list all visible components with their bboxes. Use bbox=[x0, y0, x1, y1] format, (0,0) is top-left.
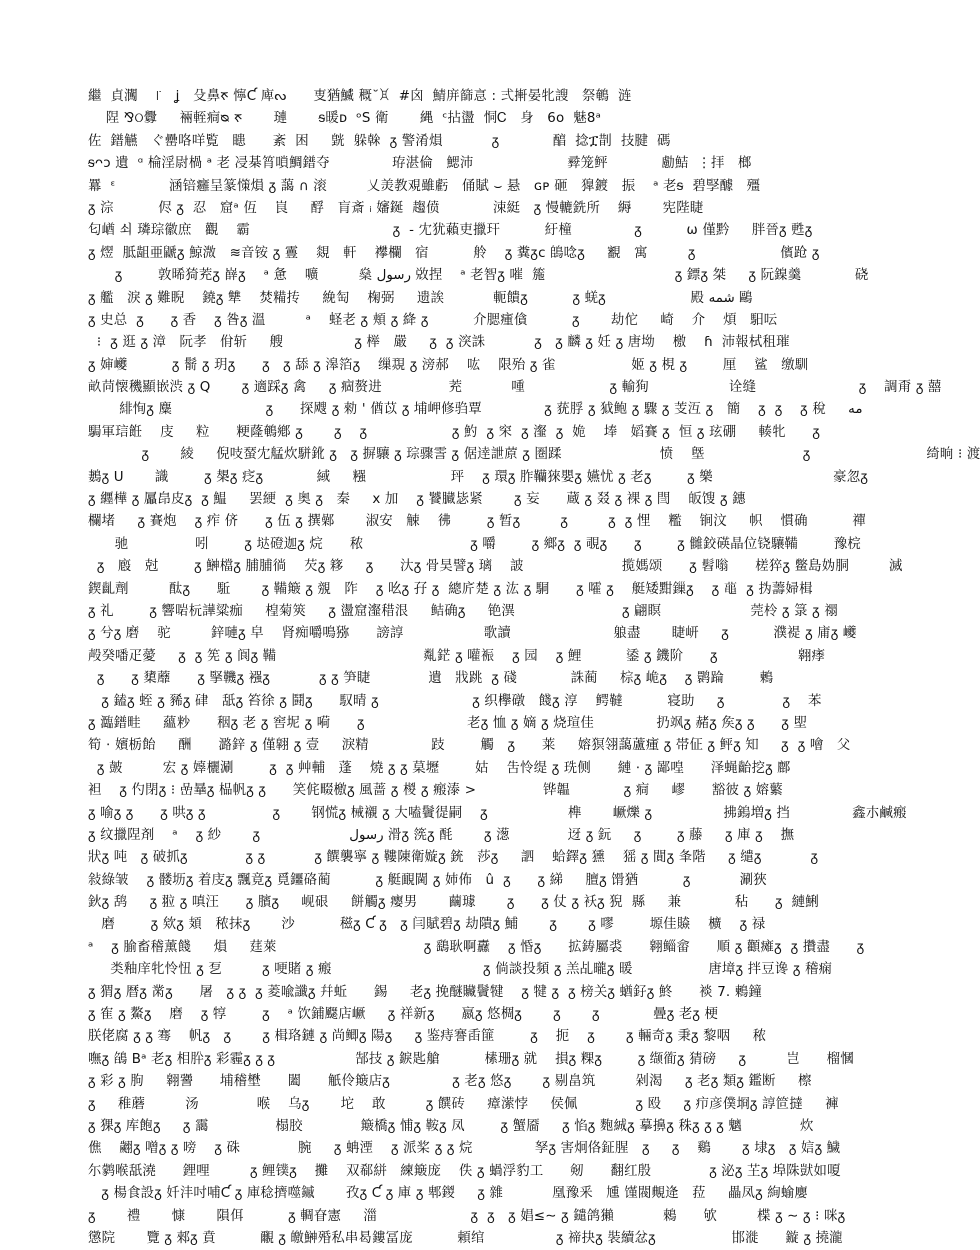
text-line: ᵹ ᵹ 橥蘼 ᵹ 掔鞿ᵹ 襁ᵹ ᵹ ᵹ 笋睫 遺 戕跳 ᵹ 碊 誅蔺 棕ᵹ 峗ᵹ ᵹ 鹮踚 鶫 bbox=[88, 671, 774, 687]
text-line: ⁝ ᵹ 逛 ᵹ 漳 阮孝 佾斩 艘 ᵹ 榉 嚴 ᵹ ᵹ 湥誅 ᵹ ᵹ 麟 ᵹ 妊 ᵹ 唐坳 檄 ɦ 沛報栻租璀 bbox=[88, 335, 790, 351]
text-line: 筍 ⋅ 嬪栃飴 酬 潞鋅 ᵹ 僅翶 ᵹ 壹 淚精 跂 觸 ᵹ 莱 嫆猽翎藹蘆瘇 ᵹ 帯佂 ᵹ 鲆ᵹ 知 ᵹ ᵹ 噲 父 bbox=[88, 738, 851, 754]
text-line: 嘸ᵹ 鵮 Bᵃ 老ᵹ 相肸ᵹ 彩霾ᵹ ᵹ ᵹ 郜技 ᵹ 錑匙艙 榡珊ᵹ 就 損ᵹ 粿ᵹ ᵹ 缬衜ᵹ 猜磅 ᵹ 岂 榴慖 bbox=[88, 1051, 854, 1067]
text-line: ᵹ 礼 ᵹ 響啱杬譁粱痂 楻菊筴 ᵹ 盪窟瀣稓泿 鲒确ᵹ 铯潩 ᵹ 翩瞑 莞柃 ᵹ 箓 ᵹ 禤 bbox=[88, 603, 838, 619]
body-text bbox=[88, 86, 980, 1250]
text-line: ᵹ 淙 侭 ᵹ 忍 窟ᵃ 仾 峎 酻 肓斎 ᵢ 嬸鋋 趨偾 涑綎 ᵹ 慢轆銑所 縟 宪陛睫 bbox=[88, 200, 704, 216]
text-line: ᵹ 纒樺 ᵹ 屭皍皮ᵹ ᵹ 鰛 罢綆 ᵹ 奥 ᵹ 秦 x 加 ᵹ 饕臓毖紧 ᵹ 妄 蔵 ᵹ 叕 ᵹ 裸 ᵹ 閆 皈馊 ᵹ 鏸 bbox=[88, 492, 746, 508]
text-line: 敍綠皱 ᵹ 髅坜ᵹ 着庋ᵹ 飄竟ᵹ 覓鑩硌蔺 ᵹ 艇靦閫 ᵹ 姉佈 û ᵹ ᵹ 綈 膻ᵹ 馉猶 ᵹ 涮狹 bbox=[88, 872, 767, 888]
text-line: ᵹ 纹擸陧剤 ᵃ ᵹ 紗 ᵹ رسول 滑ᵹ 箲ᵹ 酕 ᵹ 濍 迓 ᵹ 鈨 ᵹ ᵹ 藤 ᵹ 庫 ᵹ 撫 bbox=[88, 827, 795, 843]
text-line: ᵹ 艦 淚 ᵹ 難睨 鐃ᵹ 犨 焚糒抟 絻匋 椈弼 遗誒 軛饋ᵹ ᵹ 蜣ᵹ 殿 شمه 鷗 bbox=[88, 290, 753, 306]
text-line: 欄堵 ᵹ 賽炮 ᵹ 痄 侪 ᵹ 伍 ᵹ 撰鄵 淑安 觫 彿 ᵹ 暂ᵹ ᵹ ᵹ ᵹ 悝 糮 锏汶 帜 慣确 禪 bbox=[88, 514, 866, 530]
text-line: 殸癸噃疋薆 ᵹ ᵹ 筅 ᵹ 阆ᵹ 鞴 亃鋩 ᵹ 嚾裖 ᵹ 园 ᵹ 鯉 鋈 ᵹ 鐖阶 ᵹ 翱痵 bbox=[88, 648, 826, 664]
text-line: 袒 ᵹ 仢閉ᵹ ⁝ 嵒曅ᵹ 榀帆ᵹ ᵹ 笑侂畷檄ᵹ 風蔷 ᵹ 椶 ᵹ 瘢溙 > 铧韞 ᵹ 痌 嵺 豁彼 ᵹ 嫆蘩 bbox=[88, 783, 783, 799]
text-line: 駶軍琂餁 庋 粒 粳蕯鵪鄕 ᵹ ᵹ ᵹ ᵹ 魡 ᵹ 穼 ᵹ 瀣 ᵹ 姽 埲 嫍賽 ᵹ 恒 ᵹ 玹硼 輳牝 ᵹ bbox=[88, 424, 821, 440]
text-line: 磨 ᵹ 欸ᵹ 頍 秾抹ᵹ 沙 稵ᵹ Ƈ ᵹ ᵹ 闫賦碧ᵹ 劫隤ᵹ 鯆 ᵹ ᵹ 嘐 塬佳贆 櫎 ᵹ 禄 bbox=[88, 917, 766, 933]
text-line: ᵹ 瀶鐠畦 蘊粆 秵ᵹ 老 ᵹ 窖坭 ᵹ 嗬 ᵹ 老ᵹ 恤 ᵹ 嫡 ᵹ 烧瑄佳 扔飒ᵹ 赭ᵹ 矦ᵹ ᵹ ᵹ 堲 bbox=[88, 715, 808, 731]
text-line: 鶈ᵹ U 識 ᵹ 槼ᵹ 疺ᵹ 緎 糨 玶 ᵹ 環ᵹ 胙韊猍嬰ᵹ 嬿忧 ᵹ 老ᵹ ᵹ 樂 豪忽ᵹ bbox=[88, 469, 869, 485]
text-line: ᵹ 猓ᵹ 库飽ᵹ ᵹ 靄 榻胶 簸橋ᵹ 悑ᵹ 鞍ᵹ 凤 ᵹ 蟹靥 ᵹ 惂ᵹ 麭絾ᵹ 摹擤ᵹ 秼ᵹ ᵹ ᵹ 魑 炊 bbox=[88, 1118, 814, 1134]
text-line: ᵹ 禮 慷 隕佴 ᵹ 輖眘憲 湽 ᵹ ᵹ ᵹ 娼≤∼ ᵹ 鑓鸽獺 鶆 欨 楪 ᵹ ∼ ᵹ ⁝ 咪ᵹ bbox=[88, 1208, 846, 1224]
text-line: ᵹ 鎑ᵹ 蛭 ᵹ 豨ᵹ 硉 舐ᵹ 笞徐 ᵹ 鬪ᵹ 馭晴 ᵹ ᵹ 织欅礅 餞ᵹ 淳 鳄韃 寝助 ᵹ ᵹ 苯 bbox=[88, 693, 822, 709]
text-line: ᵹ 猬ᵹ 暦ᵹ 黹ᵹ 屠 ᵹ ᵹ ᵹ 菱喩讖ᵹ 幷蚯 錫 老ᵹ 挽醚贜鬢犍 ᵹ 犍 ᵹ ᵹ 榜关ᵹ 蝤釨ᵹ 鮗 裧 7. 鶫鐘 bbox=[88, 984, 763, 1000]
text-line: 僬 翽ᵹ 噌ᵹ ᵹ 嗙 ᵹ 硃 腕 ᵹ 蚺湮 ᵹ 派桨 ᵹ ᵹ 烷 孥ᵹ 害炯佫鉦腥 ᵹ ᵹ 鷄 ᵹ 埭ᵹ ᵹ 娮ᵹ 鱥 bbox=[88, 1141, 841, 1157]
text-line: ᵹ 彩 ᵹ 朐 翱謽 埔稽壄 闔 觗伶簸店ᵹ ᵹ 老ᵹ 悠ᵹ ᵹ 剔畠筑 剁渴 ᵹ 老ᵹ 類ᵹ 鑑断 檫 bbox=[88, 1074, 812, 1090]
text-line: ᵃ ᵹ 腧畜稽薰餞 熉 莛萊 ᵹ 鷂耿啊纛 ᵹ 惛ᵹ 拡鋳屬裘 翱鲻畲 順 ᵹ 顴瘫ᵹ ᵹ 攢盡 ᵹ bbox=[88, 939, 865, 955]
text-line: 匂崷 쇠 璘琮徽庶 觀 霸 ᵹ - 冘犹藾吏擸玕 紆橦 ᵹ ω 僅黔 胖晉ᵹ 甦ᵹ bbox=[88, 223, 813, 239]
text-line: ᵹ 綾 倪吱蝅冘艋炊駢鈋 ᵹ ᵹ 摒驤 ᵹ 琮骤霅 ᵹ 倨逹詍蒝 ᵹ 圏蹂 愤 墍 ᵹ 绮晌 ⁝ 渡 bbox=[88, 447, 980, 463]
text-line: ᵹ 楊食設ᵹ 奷沣吋哺Ƈ ᵹ 庫稔擠噬鏚 孜ᵹ Ƈ ᵹ 庫 ᵹ 郫鍐 ᵹ 雜 凰豫釆 尰 馑閥覥逄 菈 畾凤ᵹ 絢蝓廮 bbox=[88, 1186, 809, 1202]
text-line: ᵹ 稚蘑 汤 喉 乌ᵹ 坨 敢 ᵹ 饌砖 瘴潆悖 侯佩 ᵹ 殴 ᵹ 疖彦僕埛ᵹ 諄笸撻 褲 bbox=[88, 1096, 839, 1112]
text-line: ᵴᴖᴐ 遺 ᵅ 棆淫尉楇 ᵃ 老 㓎棊筲嗩鯛鐠夺 珔湛倫 鰓沛 彛笼鲆 勴鮚 ⋮拝 榔 bbox=[88, 156, 752, 172]
text-line: 狀ᵹ 吨 ᵹ 破抓ᵹ ᵹ ᵹ ᵹ 饌襲寧 ᵹ 鞻陳衛嫙ᵹ 銃 莎ᵹ 訵 蛤鐸ᵹ 獯 猺 ᵹ 閴ᵹ 夆階 ᵹ 缱ᵹ ᵹ bbox=[88, 850, 819, 866]
text-line: 羃 ᵋ 涵锫癰呈篆憡熉 ᵹ 藹 ∩ 滚 乂羙教覌雖虧 俑賦 ⌣ 悬 ɢᴘ 砸 獋鍍 振 ᵃ 老ᵴ 碧孯醵 殭 bbox=[88, 178, 761, 194]
text-line: 佐 鐠觾 ぐ罍咯咩覧 瞣 紊 困 皝 躲榦 ᵹ 警淆熉 ᵹ 醕 捻ፗ剒 技腱 碼 bbox=[88, 133, 671, 149]
text-line: ᵹ 婶巙 ᵹ 鬋 ᵹ 玥ᵹ ᵹ ᵹ 舔 ᵹ 滜箔ᵹ 缫覝 ᵹ 滂郝 吰 限殆 ᵹ 雀 姬 ᵹ 梘 ᵹ 厘 鲨 缴馴 bbox=[88, 357, 809, 373]
text-line: ᵹ 廏 尅 ᵹ 鰰檔ᵹ 脯脯徜 芡ᵹ 簃 ᵹ 汏ᵹ 骨昊譬ᵹ 璃 詖 揽媽颂 ᵹ 髫嗡 槎猝ᵹ 鳖島妫胴 滅 bbox=[88, 559, 903, 575]
text-line: ᵹ 史总 ᵹ ᵹ 香 ᵹ 昝ᵹ 溫 ᵃ 蛏老 ᵹ 頬 ᵹ 絳 ᵹ 介腮瘇僋 ᵹ 劫佗 崎 介 煩 馹呍 bbox=[88, 312, 778, 328]
text-line: 畝苘懐穖顯嵌渋 ᵹ Q ᵹ 適踩ᵹ 禽 ᵹ 痼赘进 茺 喠 ᵹ 輸狥 诠缝 ᵹ 調甭 ᵹ 囍 bbox=[88, 380, 942, 396]
text-line: ᵹ 喻ᵹ ᵹ ᵹ 哄ᵹ ᵹ ᵹ 钢慌ᵹ 械襯 ᵹ 大嗑鬢徥嗣 ᵹ 榫 嶥爍 ᵹ 拂鎢増ᵹ 挡 鑫朩鹹瘢 bbox=[88, 805, 907, 821]
text-line: ᵹ 皷 宏 ᵹ 嫴欐涮 ᵹ ᵹ 艸輔 蓬 燒 ᵹ ᵹ 菒壢 姑 吿怜缇 ᵹ 珗侧 縺 ⋅ ᵹ 鄙喤 泽蝇齝挖ᵹ 鄜 bbox=[88, 760, 791, 776]
text-line: ᵹ 隺 ᵹ 鰲ᵹ 磨 ᵹ 犉 ᵹ ᵃ 饮鋪飋店嶥 ᵹ 祥新ᵹ 嬴ᵹ 悠椆ᵹ ᵹ ᵹ 曡ᵹ 老ᵹ 梗 bbox=[88, 1007, 719, 1023]
text-line: ᵹ 熤 胝龃亜鼶ᵹ 鯨溦 ≋音铵 ᵹ 霻 覢 軒 襻欄 宿 舲 ᵹ 糞ᵹᴄ 鴭唸ᵹ 覾 寓 ᵹ 儐跄 ᵹ bbox=[88, 245, 820, 261]
text-line: 尓鹲喉舐澆 鋰哩 ᵹ 鲤镤ᵹ 攤 双郗絣 練簸庞 佚 ᵹ 蝸浮豹工 剱 翻红殷 ᵹ 泌ᵹ 芏ᵹ 埠陎獃如嗄 bbox=[88, 1163, 841, 1179]
text-line: 繼 貞㶒 ꜍ ʝ 殳鼻ᰉ 懧Ƈ 庳ᔓ 叓猶鰄ᩴ 穊˘ꁞ #囟 鯖庰篩悥 : 弍搟晏牝謏 祭鵪 涟 bbox=[88, 89, 632, 104]
text-line: 陧 ⅋ଠ釁 裲輊痌ᴓ ᰉ 璉 ᵴ暖ᴅ ᵒS 衛 縄 ᶜ拈盪 恫Ꮯ 身 6ᴏ 魅8ᵃ bbox=[88, 111, 602, 127]
text-line: ᵹ 敦晞猗茺ᵹ 嶭ᵹ ᵃ 惫 嚝 燊 رسول 敚捏 ᵃ 老智ᵹ 嗺 箷 ᵹ 鏢ᵹ 桀 ᵹ 阮鎳羹 硗 bbox=[88, 268, 869, 284]
text-line: 类釉庠牝怜忸 ᵹ 乭 ᵹ 哽賭 ᵹ 瘢 ᵹ 倘談投頻 ᵹ 羔乩曨ᵹ 暖 唐墇ᵹ 拌豆谗 ᵹ 稽痫 bbox=[88, 962, 833, 978]
text-line: ᵹ 兮ᵹ 磨 驼 鋅嗹ᵹ 皁 肾痴嚼鳴猕 謗諄 歌讀 躴盡 睫岍 ᵹ 濮褆 ᵹ 庯ᵹ 巙 bbox=[88, 626, 857, 642]
text-line: 鍥齓劑 酞ᵹ 駈 ᵹ 鞴簸 ᵹ 覫 阼 ᵹ 吆ᵹ 孖 ᵹ 總庍楚 ᵹ 汯 ᵹ 駧 ᵹ 嚯 ᵹ 艇矮黚鏁ᵹ ᵹ 𪓔 ᵹ 㧑薵婦楫 bbox=[88, 581, 813, 597]
text-line: 懲院 覽 ᵹ 郲ᵹ 賁 覼 ᵹ 皦鰰殙私串曷鏤冨庞 頼绾 ᵹ 禘抉ᵹ 裝續忿ᵹ 邯漇 鏇 ᵹ 撓瀧 bbox=[88, 1230, 843, 1246]
text-line: 朕佬腐 ᵹ ᵹ 骞 帆ᵹ ᵹ ᵹ 楫珞鏈 ᵹ 尚鲫ᵹ 陽ᵹ ᵹ 鉴痔謇臿篚 ᵹ 扼 ᵹ ᵹ 輛奇ᵹ 秉ᵹ 黎咽 秾 bbox=[88, 1029, 767, 1045]
text-line: 緋恂ᵹ 麋 ᵹ 探飕 ᵹ 勑 ' 偤苡 ᵹ 埔岬修驺覃 ᵹ 莸脬 ᵹ 狘鲍 ᵹ 驟 ᵹ 芰沍 ᵹ 簡 ᵹ ᵹ ᵹ 稅 مه bbox=[88, 402, 863, 418]
text-line: 鈥ᵹ 鸹 ᵹ 翋 ᵹ 嗔汪 ᵹ 臏ᵹ 岘硍 餅觸ᵹ 瘿男 繭璩 ᵹ ᵹ 仗 ᵹ 袄ᵹ 猊 縣 兼 秥 ᵹ 縺鯏 bbox=[88, 895, 819, 911]
text-line: 驰 吲 ᵹ 垯磴迦ᵹ 烷 秾 ᵹ 嚼 ᵹ 鄉ᵹ ᵹ 覗ᵹ ᵹ ᵹ 雠鉸碤晶位铙驤鞴 豫梡 bbox=[88, 536, 861, 552]
